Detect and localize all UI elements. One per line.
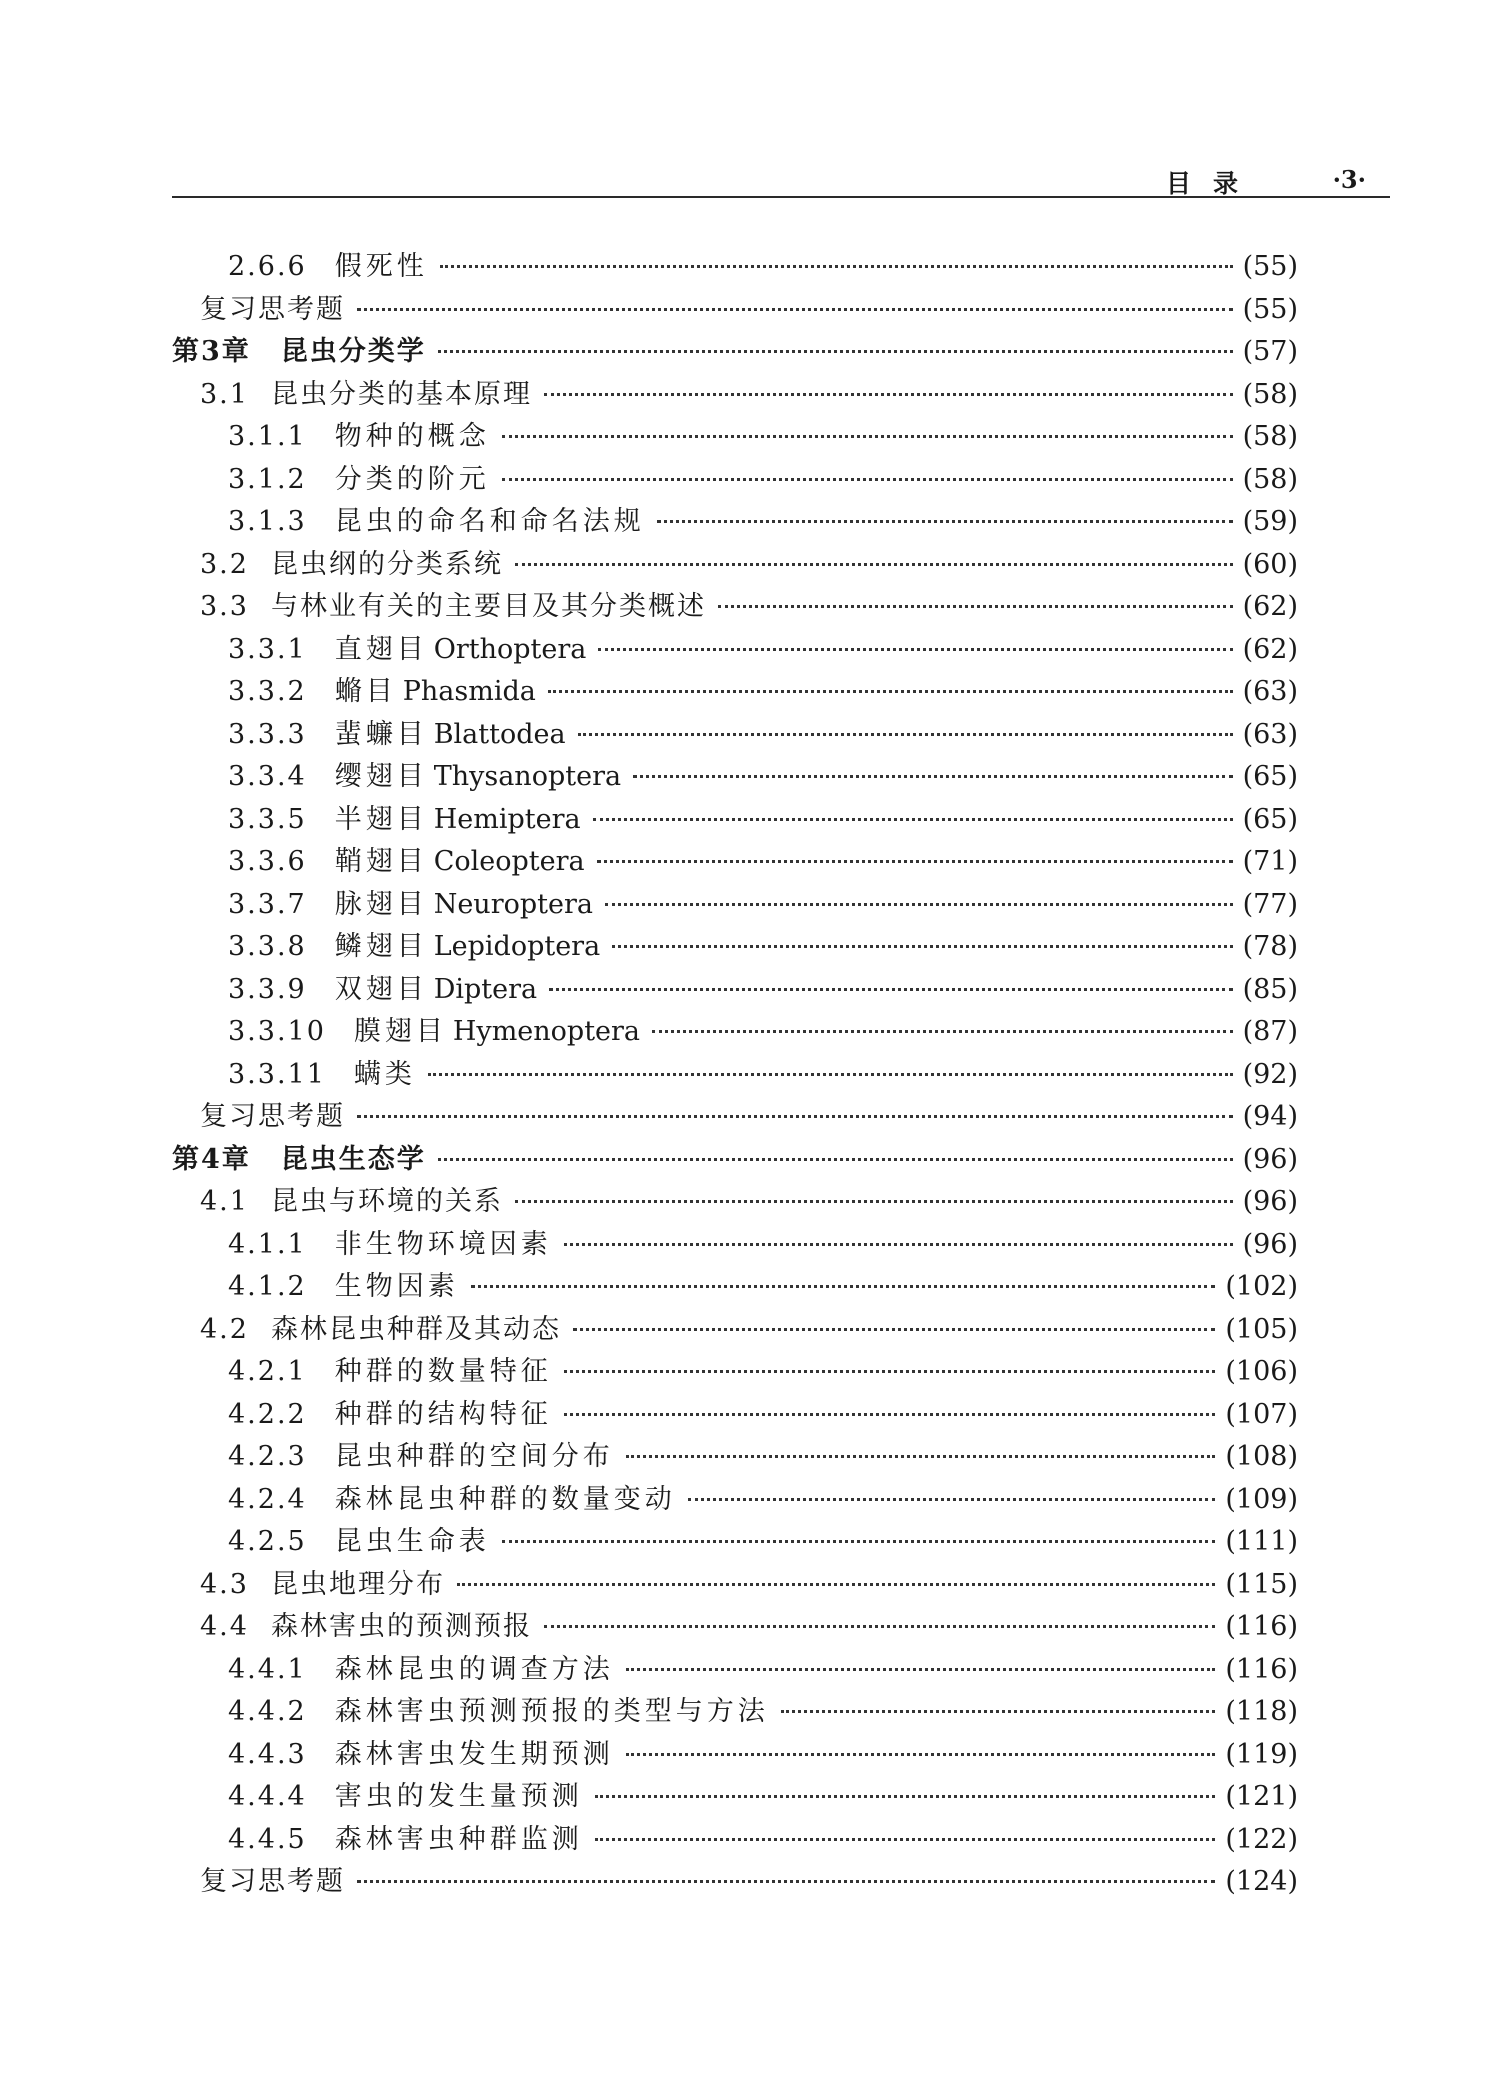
toc-entry-title: 双翅目 (334, 973, 428, 1005)
toc-entry-number: 4.4.3 (228, 1738, 307, 1770)
toc-entry-page: (115) (1225, 1568, 1298, 1600)
toc-entry-number: 3.3.7 (228, 888, 307, 920)
toc-entry-page: (96) (1242, 1228, 1298, 1260)
toc-entry-title: 森林害虫预测预报的类型与方法 (334, 1696, 769, 1727)
dot-leader (515, 563, 1233, 566)
toc-entry-title: 昆虫与环境的关系 (270, 1186, 503, 1217)
dot-leader (457, 1583, 1215, 1586)
toc-entry-number: 4.1.2 (228, 1271, 307, 1302)
toc-entry-title: 害虫的发生量预测 (334, 1781, 583, 1812)
toc-entry-page: (111) (1225, 1526, 1298, 1557)
toc-entry-title: 种群的数量特征 (334, 1356, 552, 1387)
toc-entry-page: (94) (1242, 1101, 1298, 1132)
dot-leader (438, 1158, 1233, 1161)
toc-entry-latin-name: Hymenoptera (452, 1016, 641, 1047)
toc-entry[interactable] (172, 246, 1298, 289)
toc-entry[interactable] (172, 1351, 1298, 1394)
toc-entry-number: 4.2 (200, 1313, 249, 1345)
toc-entry-number: 4.2.5 (228, 1526, 307, 1557)
toc-entry[interactable] (172, 926, 1298, 969)
toc-entry-page: (122) (1225, 1823, 1298, 1855)
toc-entry[interactable] (172, 714, 1298, 757)
toc-entry-page: (108) (1225, 1441, 1298, 1472)
toc-entry[interactable] (172, 1011, 1298, 1054)
toc-entry[interactable] (172, 501, 1298, 544)
toc-entry-title: 蜚蠊目 (334, 718, 428, 750)
toc-entry-page: (124) (1225, 1866, 1298, 1897)
toc-entry-number: 3.3.11 (228, 1058, 326, 1090)
toc-entry-latin-name: Diptera (433, 973, 538, 1005)
toc-entry-latin-name: Phasmida (402, 676, 536, 707)
toc-entry-page: (105) (1225, 1313, 1298, 1345)
toc-entry-title: 昆虫分类学 (280, 336, 426, 367)
toc-entry[interactable] (172, 1436, 1298, 1479)
toc-entry-title: 螨类 (353, 1058, 416, 1090)
toc-entry-number: 4.4 (200, 1611, 249, 1642)
toc-entry-number: 4.2.4 (228, 1483, 307, 1515)
toc-entry-page: (60) (1242, 548, 1298, 580)
toc-entry-page: (107) (1225, 1398, 1298, 1430)
toc-entry[interactable] (172, 416, 1298, 459)
toc-entry-number: 3.3.2 (228, 676, 307, 707)
toc-entry-title: 脉翅目 (334, 888, 428, 920)
toc-entry-title: 与林业有关的主要目及其分类概述 (270, 591, 706, 622)
toc-entry-page: (85) (1242, 973, 1298, 1005)
toc-entry[interactable] (172, 671, 1298, 714)
toc-entry[interactable] (172, 374, 1298, 417)
toc-entry-number: 4.2.1 (228, 1356, 307, 1387)
running-header (172, 158, 1390, 198)
toc-entry-number: 3.2 (200, 548, 249, 580)
dot-leader (652, 1030, 1233, 1033)
toc-entry[interactable] (172, 1096, 1298, 1139)
dot-leader (564, 1243, 1233, 1246)
toc-entry[interactable] (172, 289, 1298, 332)
dot-leader (626, 1668, 1216, 1671)
toc-entry[interactable] (172, 1394, 1298, 1437)
toc-entry-page: (119) (1225, 1738, 1298, 1770)
toc-entry[interactable] (172, 841, 1298, 884)
toc-entry[interactable] (172, 1861, 1298, 1904)
toc-entry-page: (96) (1242, 1186, 1298, 1217)
toc-entry-title: 昆虫生命表 (334, 1526, 490, 1557)
toc-entry[interactable] (172, 544, 1298, 587)
toc-entry-number: 第4章 (172, 1143, 251, 1175)
toc-entry-title: 分类的阶元 (334, 463, 490, 495)
toc-entry[interactable] (172, 1776, 1298, 1819)
toc-entry-title: 生物因素 (334, 1271, 459, 1302)
toc-entry-latin-name: Orthoptera (433, 633, 587, 665)
toc-entry-number: 2.6.6 (228, 251, 307, 282)
toc-entry[interactable] (172, 799, 1298, 842)
toc-entry-title: 昆虫地理分布 (270, 1568, 445, 1600)
toc-entry-page: (118) (1225, 1696, 1298, 1727)
dot-leader (718, 605, 1233, 608)
dot-leader (564, 1370, 1216, 1373)
toc-entry-title: 森林昆虫的调查方法 (334, 1653, 614, 1685)
toc-entry-page: (59) (1242, 506, 1298, 537)
toc-entry-page: (65) (1242, 803, 1298, 835)
toc-entry-latin-name: Hemiptera (433, 803, 581, 835)
toc-entry-page: (87) (1242, 1016, 1298, 1047)
header-page-number: ·3· (1332, 165, 1366, 194)
toc-entry-page: (58) (1242, 421, 1298, 452)
toc-entry-number: 3.3.5 (228, 803, 307, 835)
toc-entry[interactable] (172, 1819, 1298, 1862)
toc-entry-number: 3.1.2 (228, 463, 307, 495)
toc-entry-page: (106) (1225, 1356, 1298, 1387)
dot-leader (595, 1795, 1216, 1798)
dot-leader (626, 1455, 1216, 1458)
toc-entry-number: 3.3.6 (228, 846, 307, 877)
toc-entry-title: 复习思考题 (200, 1101, 345, 1132)
toc-entry-title: 昆虫的命名和命名法规 (334, 506, 645, 537)
toc-entry[interactable] (172, 1521, 1298, 1564)
dot-leader (502, 435, 1233, 438)
toc-entry-title: 膜翅目 (353, 1016, 447, 1047)
toc-entry-page: (77) (1242, 888, 1298, 920)
dot-leader (438, 350, 1233, 353)
toc-entry-number: 4.1.1 (228, 1228, 307, 1260)
toc-entry-page: (57) (1242, 336, 1298, 367)
toc-entry[interactable] (172, 1309, 1298, 1352)
dot-leader (502, 1540, 1216, 1543)
dot-leader (657, 520, 1233, 523)
toc-entry-number: 3.3.8 (228, 931, 307, 962)
toc-entry-title: 复习思考题 (200, 293, 345, 325)
toc-entry[interactable] (172, 1224, 1298, 1267)
dot-leader (471, 1285, 1216, 1288)
toc-entry-number: 4.4.4 (228, 1781, 307, 1812)
toc-entry-title: 鞘翅目 (334, 846, 428, 877)
toc-entry-page: (63) (1242, 676, 1298, 707)
toc-entry-number: 3.1.1 (228, 421, 307, 452)
toc-entry-number: 3.3.10 (228, 1016, 326, 1047)
toc-entry-title: 假死性 (334, 251, 428, 282)
dot-leader (633, 775, 1232, 778)
dot-leader (612, 945, 1232, 948)
dot-leader (605, 903, 1233, 906)
dot-leader (357, 1880, 1215, 1883)
dot-leader (515, 1200, 1233, 1203)
toc-entry-number: 4.2.2 (228, 1398, 307, 1430)
dot-leader (598, 648, 1232, 651)
toc-entry-title: 森林昆虫种群的数量变动 (334, 1483, 676, 1515)
dot-leader (549, 988, 1232, 991)
dot-leader (688, 1498, 1216, 1501)
toc-entry-number: 第3章 (172, 336, 251, 367)
toc-entry-page: (92) (1242, 1058, 1298, 1090)
toc-entry[interactable] (172, 1054, 1298, 1097)
toc-entry[interactable] (172, 1649, 1298, 1692)
toc-entry[interactable] (172, 1691, 1298, 1734)
toc-entry[interactable] (172, 459, 1298, 502)
dot-leader (544, 393, 1233, 396)
toc-entry-page: (116) (1225, 1611, 1298, 1642)
dot-leader (573, 1328, 1215, 1331)
dot-leader (595, 1838, 1216, 1841)
toc-entry-latin-name: Blattodea (433, 718, 566, 750)
toc-entry-latin-name: Coleoptera (433, 846, 585, 877)
toc-entry-title: 种群的结构特征 (334, 1398, 552, 1430)
toc-entry-page: (65) (1242, 761, 1298, 792)
toc-entry-number: 4.1 (200, 1186, 249, 1217)
toc-entry-page: (58) (1242, 378, 1298, 410)
toc-entry-latin-name: Lepidoptera (433, 931, 601, 962)
toc-entry-title: 昆虫生态学 (280, 1143, 426, 1175)
toc-entry[interactable] (172, 1266, 1298, 1309)
toc-entry-title: 鳞翅目 (334, 931, 428, 962)
toc-entry[interactable] (172, 586, 1298, 629)
toc-entry-title: 昆虫分类的基本原理 (270, 378, 532, 410)
toc-entry-number: 4.3 (200, 1568, 249, 1600)
dot-leader (593, 818, 1233, 821)
toc-entry[interactable] (172, 1181, 1298, 1224)
toc-entry[interactable] (172, 756, 1298, 799)
toc-entry-title: 昆虫种群的空间分布 (334, 1441, 614, 1472)
dot-leader (548, 690, 1233, 693)
toc-entry-number: 4.4.5 (228, 1823, 307, 1855)
toc-entry-title: 森林昆虫种群及其动态 (270, 1313, 561, 1345)
dot-leader (428, 1073, 1233, 1076)
toc-entry-latin-name: Thysanoptera (433, 761, 622, 792)
toc-entry-page: (102) (1225, 1271, 1298, 1302)
dot-leader (357, 1115, 1233, 1118)
toc-entry-number: 4.4.1 (228, 1653, 307, 1685)
toc-entry-number: 3.3.1 (228, 633, 307, 665)
toc-entry-page: (63) (1242, 718, 1298, 750)
toc-entry-title: 复习思考题 (200, 1866, 345, 1897)
toc-entry-title: 非生物环境因素 (334, 1228, 552, 1260)
toc-entry-title: 森林害虫种群监测 (334, 1823, 583, 1855)
toc-entry-page: (62) (1242, 633, 1298, 665)
toc-entry-title: 森林害虫发生期预测 (334, 1738, 614, 1770)
toc-entry-title: 䗛目 (334, 676, 397, 707)
toc-entry[interactable] (172, 1479, 1298, 1522)
toc-entry-number: 3.1.3 (228, 506, 307, 537)
toc-chapter-entry[interactable] (172, 1139, 1298, 1182)
toc-entry-number: 3.3 (200, 591, 249, 622)
toc-entry-title: 物种的概念 (334, 421, 490, 452)
dot-leader (544, 1625, 1215, 1628)
dot-leader (781, 1710, 1216, 1713)
toc-entry-page: (78) (1242, 931, 1298, 962)
toc-entry-title: 昆虫纲的分类系统 (270, 548, 503, 580)
toc-entry-title: 森林害虫的预测预报 (270, 1611, 532, 1642)
toc-entry[interactable] (172, 969, 1298, 1012)
toc-entry[interactable] (172, 629, 1298, 672)
toc-entry-latin-name: Neuroptera (433, 888, 593, 920)
toc-entry-page: (55) (1242, 251, 1298, 282)
dot-leader (357, 308, 1233, 311)
dot-leader (440, 265, 1233, 268)
table-of-contents (172, 246, 1298, 1904)
header-section-title: 目录 (1165, 169, 1260, 198)
toc-entry-page: (121) (1225, 1781, 1298, 1812)
dot-leader (564, 1413, 1216, 1416)
toc-entry-title: 半翅目 (334, 803, 428, 835)
toc-entry-number: 3.3.9 (228, 973, 307, 1005)
toc-entry-page: (58) (1242, 463, 1298, 495)
dot-leader (578, 733, 1233, 736)
toc-chapter-entry[interactable] (172, 331, 1298, 374)
toc-entry-number: 4.4.2 (228, 1696, 307, 1727)
dot-leader (626, 1753, 1216, 1756)
toc-entry-page: (116) (1225, 1653, 1298, 1685)
toc-entry-number: 3.3.4 (228, 761, 307, 792)
dot-leader (597, 860, 1233, 863)
toc-entry-page: (71) (1242, 846, 1298, 877)
toc-entry[interactable] (172, 1564, 1298, 1607)
toc-entry-page: (62) (1242, 591, 1298, 622)
toc-entry[interactable] (172, 1606, 1298, 1649)
toc-entry-number: 4.2.3 (228, 1441, 307, 1472)
toc-entry-number: 3.3.3 (228, 718, 307, 750)
toc-entry-number: 3.1 (200, 378, 249, 410)
toc-entry-page: (55) (1242, 293, 1298, 325)
toc-entry-page: (109) (1225, 1483, 1298, 1515)
toc-entry[interactable] (172, 1734, 1298, 1777)
toc-entry[interactable] (172, 884, 1298, 927)
toc-entry-page: (96) (1242, 1143, 1298, 1175)
toc-entry-title: 缨翅目 (334, 761, 428, 792)
toc-entry-title: 直翅目 (334, 633, 428, 665)
dot-leader (502, 478, 1233, 481)
